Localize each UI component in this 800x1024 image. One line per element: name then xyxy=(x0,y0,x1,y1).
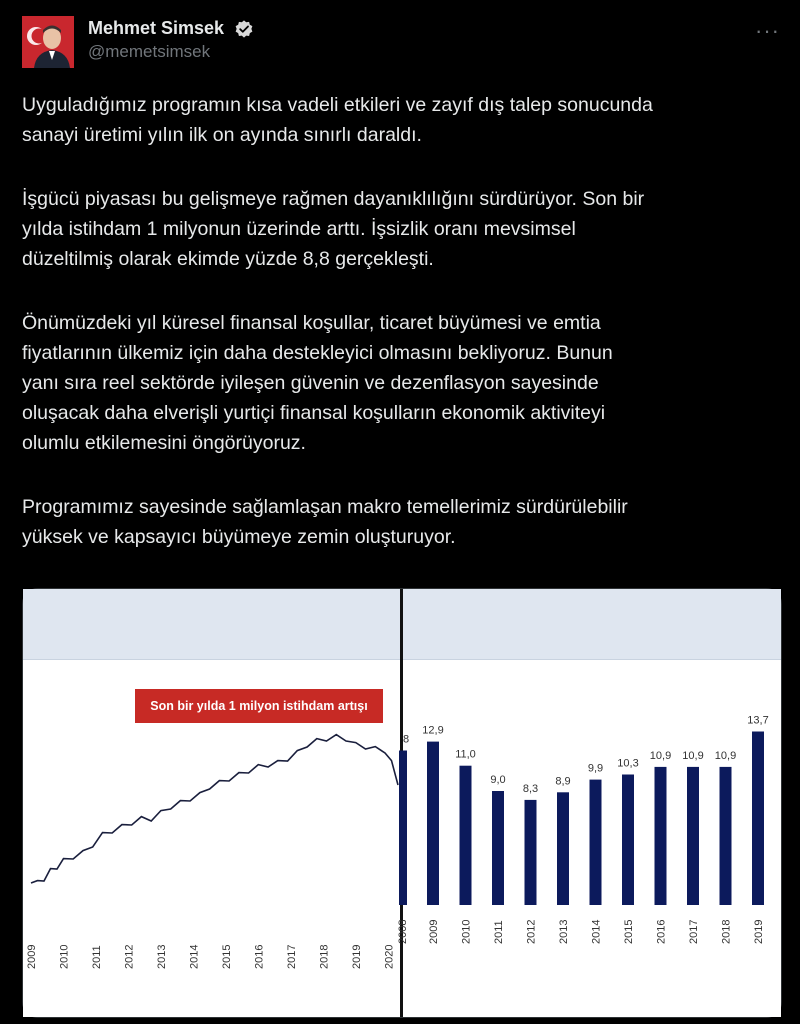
employment-series-line xyxy=(31,735,398,883)
bar-value-label: 13,7 xyxy=(747,714,769,727)
bar-value-label: 9,9 xyxy=(587,762,604,775)
x-tick-label: 2011 xyxy=(91,945,103,969)
x-tick-label: 2012 xyxy=(123,944,136,969)
bar xyxy=(655,767,667,905)
tweet-media[interactable] xyxy=(22,588,782,1018)
bar xyxy=(525,800,537,905)
bar xyxy=(687,767,699,905)
x-tick-label: 2015 xyxy=(220,944,233,969)
bar xyxy=(622,775,634,906)
employment-chart-panel xyxy=(23,589,400,1017)
chart-annotation: Son bir yılda 1 milyon istihdam artışı xyxy=(135,689,383,723)
tweet-header xyxy=(22,14,784,70)
x-tick-label: 2018 xyxy=(318,944,331,969)
bar-value-label: 10,9 xyxy=(649,749,672,762)
bar-value-label: 9,0 xyxy=(490,774,506,786)
employment-line-chart xyxy=(23,589,400,1017)
x-tick-label: 2014 xyxy=(590,919,603,944)
x-tick-label: 2016 xyxy=(253,944,266,969)
x-tick-label: 2014 xyxy=(188,944,201,969)
x-tick-label: 2016 xyxy=(655,919,668,944)
bar xyxy=(460,766,472,905)
verified-badge-icon xyxy=(234,19,254,39)
tweet-paragraph: İşgücü piyasası bu gelişmeye rağmen dayanıklılığını sürdürüyor. Son bir yılda istihdam 1 milyonun üzerinde arttı. İşsizlik oranı mevsimsel düzeltilmiş olarak ekimde yüzde 8,8 gerçekleşti. xyxy=(22,188,645,270)
bar-chart-panel xyxy=(397,589,781,1017)
x-tick-label: 2010 xyxy=(58,944,71,969)
bar-value-label: 8,3 xyxy=(522,782,539,795)
x-tick-label: 2017 xyxy=(285,944,298,969)
x-tick-label: 2017 xyxy=(688,919,700,944)
x-tick-label: 2011 xyxy=(493,920,505,944)
bar-value-label: 11,0 xyxy=(455,748,476,761)
bar-value-label: 10,3 xyxy=(617,757,639,770)
author-handle[interactable]: @memetsimsek xyxy=(88,42,211,61)
bar-value-label: 12,9 xyxy=(422,724,444,737)
bar xyxy=(427,742,439,905)
bar-value-label: 10,9 xyxy=(714,749,737,762)
x-tick-label: 2009 xyxy=(428,919,440,944)
bar xyxy=(752,732,764,906)
x-tick-label: 2019 xyxy=(753,919,765,944)
x-tick-label: 2010 xyxy=(460,919,473,944)
x-tick-label: 2012 xyxy=(525,919,538,944)
tweet-text xyxy=(22,90,782,586)
bar-partial xyxy=(399,751,407,906)
bar xyxy=(720,767,732,905)
bar xyxy=(557,792,569,905)
x-tick-label: 2018 xyxy=(720,919,733,944)
tweet-paragraph: Uyguladığımız programın kısa vadeli etkileri ve zayıf dış talep sonucunda sanayi üretimi yılın ilk on ayında sınırlı daraldı. xyxy=(22,94,653,146)
bar-chart xyxy=(397,589,781,1017)
bar xyxy=(590,780,602,905)
more-options-icon[interactable]: ··· xyxy=(755,18,780,43)
bar-value-label: 10,9 xyxy=(682,749,704,762)
bar-value-label: 8 xyxy=(403,733,410,746)
x-tick-label: 2013 xyxy=(558,919,570,944)
author-display-name[interactable]: Mehmet Simsek xyxy=(88,18,225,38)
x-tick-label: 2020 xyxy=(383,944,396,969)
bar xyxy=(492,791,504,905)
bar-value-label: 8,9 xyxy=(555,775,571,788)
tweet-paragraph: Önümüzdeki yıl küresel finansal koşullar, ticaret büyümesi ve emtia fiyatlarının ülkemiz için daha destekleyici olmasını bekliyoruz. Bunun yanı sıra reel sektörde iyileşen güvenin ve dezenflasyon sayesinde oluşacak daha elverişli yurtiçi finansal koşulların ekonomik aktiviteyi olumlu etkilemesini öngörüyoruz. xyxy=(22,312,613,454)
x-tick-label: 2009 xyxy=(26,944,38,969)
x-tick-label: 2019 xyxy=(350,944,363,969)
x-tick-label: 2015 xyxy=(623,919,635,944)
x-tick-label: 2013 xyxy=(155,944,168,969)
profile-photo-icon xyxy=(22,16,74,68)
x-tick-label: 2008 xyxy=(397,919,409,944)
avatar[interactable] xyxy=(22,16,74,68)
tweet-paragraph: Programımız sayesinde sağlamlaşan makro temellerimiz sürdürülebilir yüksek ve kapsayıcı büyümeye zemin oluşturuyor. xyxy=(22,496,628,548)
